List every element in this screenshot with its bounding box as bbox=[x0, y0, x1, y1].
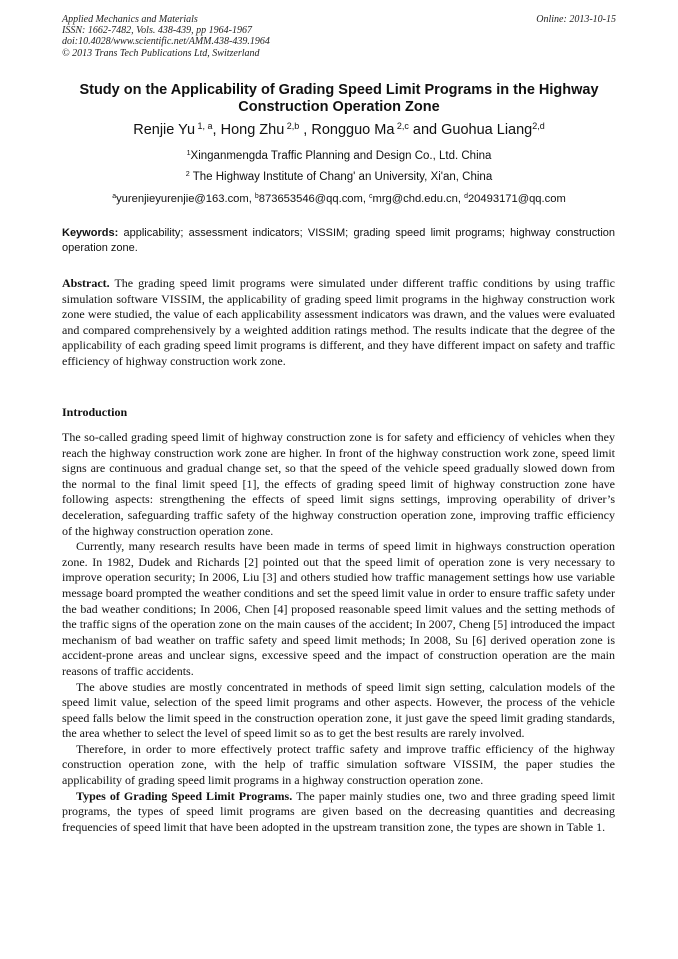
keywords-text: applicability; assessment indicators; VISSIM; grading speed limit programs; highway construction operation zone. bbox=[62, 227, 615, 254]
paragraph bbox=[62, 789, 615, 836]
author-affiliation-mark: 2,b bbox=[284, 121, 300, 132]
affiliation-text: Xinganmengda Traffic Planning and Design Co., Ltd. China bbox=[190, 150, 492, 162]
author-affiliation-mark: 2,d bbox=[532, 121, 545, 132]
paragraph: The above studies are mostly concentrated in methods of speed limit sign setting, calculation models of the speed limit value, selection of the speed limit programs and other aspects. However, the process of the vehicle speed falls below the limit speed in the construction operation zone, it just gave the speed limit grading standards, the area whether to select the level of speed limit so as to get the best results are rarely involved. bbox=[62, 679, 615, 741]
introduction-body bbox=[62, 430, 615, 835]
journal-header bbox=[62, 14, 270, 59]
email-address: mrg@chd.edu.cn bbox=[372, 193, 458, 205]
journal-name: Applied Mechanics and Materials bbox=[62, 14, 198, 25]
author-separator: , bbox=[212, 122, 221, 138]
affiliation bbox=[62, 171, 616, 183]
paragraph: Therefore, in order to more effectively protect traffic safety and improve traffic efficiency of the highway construction operation zone, with the help of traffic simulation software VISSIM, the paper studies the applicability of grading speed limit programs in a highway construction operation zone. bbox=[62, 741, 615, 788]
author-name: Rongguo Ma bbox=[311, 122, 395, 138]
abstract bbox=[62, 276, 615, 370]
journal-copyright: © 2013 Trans Tech Publications Ltd, Switzerland bbox=[62, 47, 260, 59]
email-address: 873653546@qq.com bbox=[258, 193, 363, 205]
paragraph: Currently, many research results have been made in terms of speed limit in highways construction operation zone. In 1982, Dudek and Richards [2] pointed out that the speed limit of operation zone is very necessary to improve operation security; In 2006, Liu [3] and others studied how traffic management settings how use variable message board prompted the weather conditions and set the speed limit value in order to ensure traffic safety under the bad weather conditions; In 2006, Chen [4] proposed reasonable speed limit values and the setting methods of the traffic signs of the operation zone on the main causes of the accident; In 2007, Cheng [5] introduced the impact mechanism of bad weather on traffic safety and speed limit methods; In 2008, Su [6] derived operation zone is accident-prone areas and unclear signs, excessive speed and the impact of construction operation are the main reasons of traffic accidents. bbox=[62, 539, 615, 678]
email-mark: d bbox=[464, 193, 468, 201]
keywords-label: Keywords: bbox=[62, 227, 119, 239]
email-address: yurenjieyurenjie@163.com bbox=[116, 193, 249, 205]
abstract-label: Abstract. bbox=[62, 276, 110, 290]
author-name: Renjie Yu bbox=[133, 122, 196, 138]
author-separator: and bbox=[408, 122, 442, 138]
online-date: Online: 2013-10-15 bbox=[536, 14, 616, 25]
author-list bbox=[62, 122, 616, 138]
subsection-label: Types of Grading Speed Limit Programs. bbox=[76, 788, 293, 803]
affiliation-mark: 2 bbox=[185, 170, 190, 179]
author-separator: , bbox=[299, 122, 312, 138]
email-mark: c bbox=[369, 193, 373, 201]
author-affiliation-mark: 1, a bbox=[195, 121, 213, 132]
paragraph: The so-called grading speed limit of highway construction zone is for safety and efficiency of vehicles when they reach the highway construction work zone are higher. In front of the highway construction work zone, speed limit signs are continuous and gradual change set, so that the speed of the vehicle speed gradually slowed down from the normal to the final limit speed [1], the effects of grading speed limit of highway construction zone have following aspects: strengthening the effects of speed limit signs settings, improving operability of driver’s deceleration, safeguarding traffic safety of the highway construction operation zone, improving traffic efficiency of the highway construction operation zone. bbox=[62, 430, 615, 538]
paragraph-text: The paper mainly studies one, two and three grading speed limit programs, the types of speed limit programs are given based on the decreasing quantities and decreasing frequencies of speed limit that have been adopted in the upstream transition zone, the types are shown in Table 1. bbox=[62, 788, 615, 834]
author-name: Guohua Liang bbox=[441, 122, 533, 138]
email-address: 20493171@qq.com bbox=[467, 193, 566, 205]
email-list: $^a$yurenjieyurenjie@163.com, $^b$873653546@qq.com, $^c$mrg@chd.edu.cn, $^d$20493171@qq.com bbox=[112, 193, 566, 205]
email-mark: a bbox=[112, 193, 117, 201]
author-name: Hong Zhu bbox=[220, 122, 285, 138]
journal-issn: ISSN: 1662-7482, Vols. 438-439, pp 1964-1967 bbox=[62, 25, 252, 37]
author-affiliation-mark: 2,c bbox=[394, 121, 409, 132]
email-mark: b bbox=[254, 193, 259, 201]
paper-title: Study on the Applicability of Grading Speed Limit Programs in the Highway Construction Operation Zone bbox=[79, 82, 599, 115]
abstract-text: The grading speed limit programs were simulated under different traffic conditions by using traffic simulation software VISSIM, the applicability of grading speed limit programs in the highway construction work zone were studied, the value of each applicability assessment indicators was drawn, and the values were evaluated and compared comprehensively by a weighted addition ratings method. The results indicate that the degree of the applicability of each grading speed limit programs is different, and they have different impact on safety and traffic efficiency of highway construction work zone. bbox=[62, 276, 615, 368]
affiliation-text: The Highway Institute of Chang' an University, Xi'an, China bbox=[189, 171, 493, 183]
affiliation-mark: 1 bbox=[186, 149, 191, 158]
keywords bbox=[62, 226, 615, 256]
affiliation bbox=[62, 150, 616, 162]
section-heading: Introduction bbox=[62, 405, 128, 419]
journal-doi: doi:10.4028/www.scientific.net/AMM.438-439.1964 bbox=[62, 36, 270, 48]
